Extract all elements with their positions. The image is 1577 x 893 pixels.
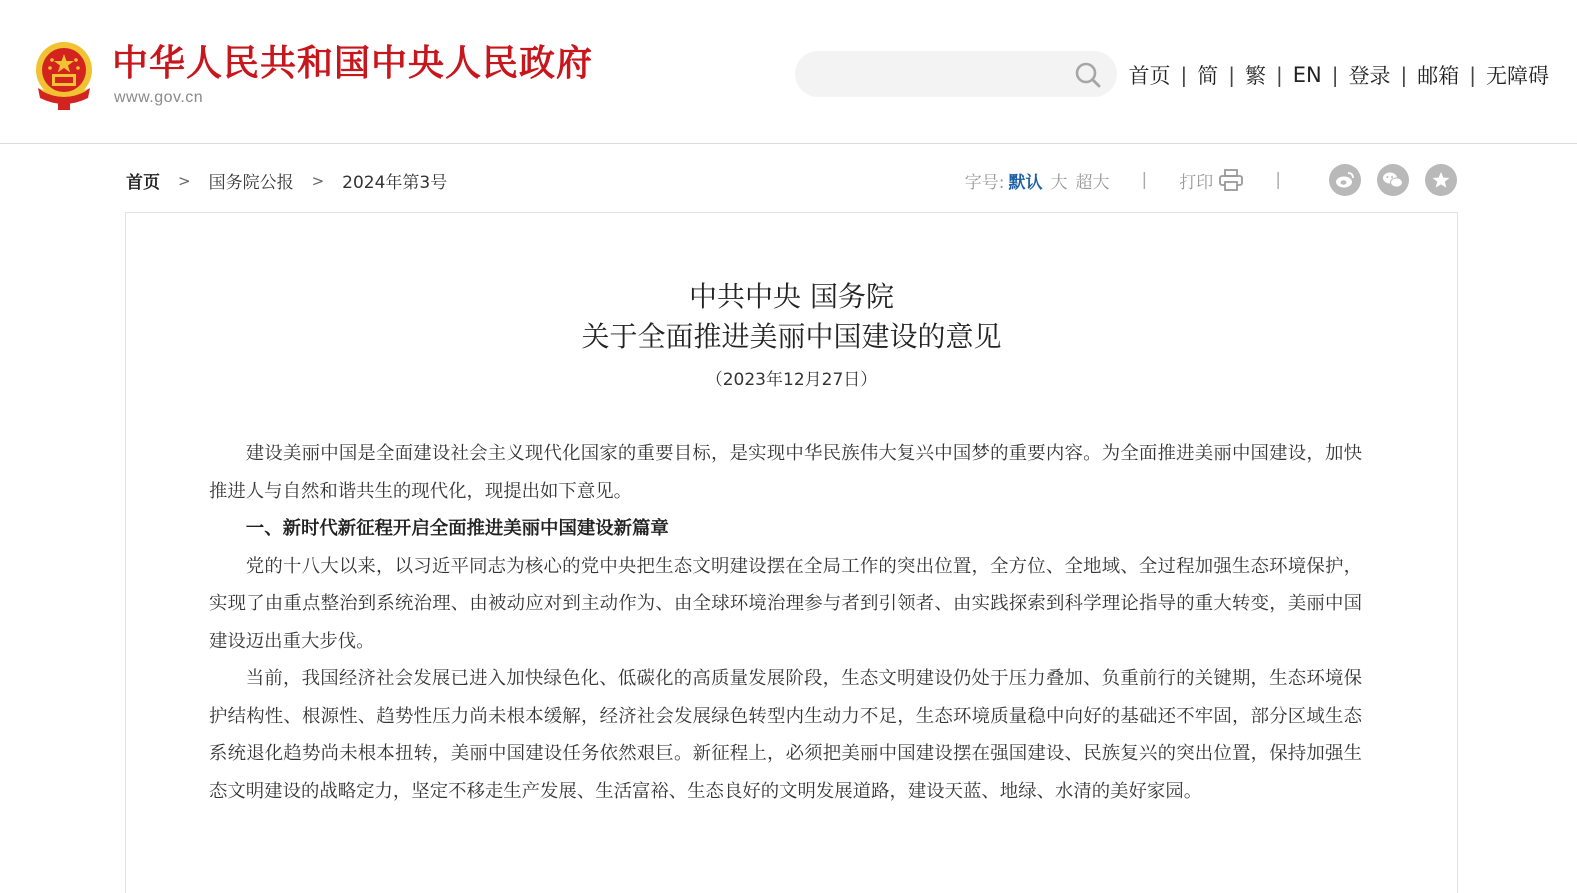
article-date: （2023年12月27日） [705,370,878,390]
article-paragraph: 党的十八大以来，以习近平同志为核心的党中央把生态文明建设摆在全局工作的突出位置，全方位、全地域、全过程加强生态环境保护，实现了由重点整治到系统治理、由被动应对到主动作为、由全球环境治理参与者到引领者、由实践探索到科学理论指导的重大转变，美丽中国建设迈出重大步伐。 [209,555,1362,652]
breadcrumb-gazette[interactable]: 国务院公报 [208,173,294,193]
search-input[interactable] [813,59,1077,91]
article-section-heading: 一、新时代新征程开启全面推进美丽中国建设新篇章 [245,518,669,539]
nav-mail-link[interactable]: 邮箱 [1417,64,1460,88]
national-emblem-icon[interactable] [30,40,98,112]
chevron-right-icon: > [311,171,325,190]
nav-traditional-link[interactable]: 繁 [1245,64,1267,88]
article-container [125,212,1458,893]
nav-home-link[interactable]: 首页 [1128,64,1171,88]
nav-separator: | [1469,63,1476,87]
article-body [209,435,1362,810]
article-tools [965,164,1457,196]
print-button[interactable] [1179,168,1243,193]
nav-simplified-link[interactable]: 简 [1197,64,1219,88]
nav-login-link[interactable]: 登录 [1348,64,1391,88]
nav-english-link[interactable]: EN [1292,63,1322,87]
nav-separator: | [1228,63,1236,87]
breadcrumb [126,168,447,193]
print-label: 打印 [1179,172,1214,193]
chevron-right-icon: > [178,171,191,190]
breadcrumb-bar [0,144,1577,212]
nav-separator: | [1400,63,1408,87]
weibo-icon[interactable] [1329,164,1361,196]
search-box [795,51,1117,97]
breadcrumb-issue[interactable]: 2024年第3号 [342,173,448,193]
tools-separator: | [1275,170,1281,190]
wechat-icon[interactable] [1377,164,1409,196]
nav-separator: | [1180,63,1188,87]
site-url[interactable]: www.gov.cn [114,89,204,106]
search-icon[interactable] [1073,60,1103,90]
font-size-label: 字号: [964,172,1005,193]
top-nav [1129,60,1549,90]
nav-separator: | [1331,63,1339,87]
article-paragraph: 建设美丽中国是全面建设社会主义现代化国家的重要目标，是实现中华民族伟大复兴中国梦的重要内容。为全面推进美丽中国建设，加快推进人与自然和谐共生的现代化，现提出如下意见。 [209,443,1362,502]
nav-separator: | [1276,63,1283,87]
font-size-large[interactable]: 大 [1050,172,1068,193]
article-paragraph: 当前，我国经济社会发展已进入加快绿色化、低碳化的高质量发展阶段，生态文明建设仍处于压力叠加、负重前行的关键期，生态环境保护结构性、根源性、趋势性压力尚未根本缓解，经济社会发展绿色转型内生动力不足，生态环境质量稳中向好的基础还不牢固，部分区域生态系统退化趋势尚未根本扭转，美丽中国建设任务依然艰巨。新征程上，必须把美丽中国建设摆在强国建设、民族复兴的突出位置，保持加强生态文明建设的战略定力，坚定不移走生产发展、生活富裕、生态良好的文明发展道路，建设天蓝、地绿、水清的美好家园。 [209,668,1362,802]
printer-icon [1219,169,1243,191]
font-size-default[interactable]: 默认 [1008,172,1043,193]
article-title: 关于全面推进美丽中国建设的意见 [581,320,1002,353]
tools-separator: | [1141,170,1148,190]
site-title[interactable]: 中华人民共和国中央人民政府 [112,43,594,84]
site-header [0,0,1577,144]
font-size-xlarge[interactable]: 超大 [1075,172,1110,193]
article-title-issuer: 中共中央 国务院 [689,280,894,313]
favorite-icon[interactable] [1425,164,1457,196]
breadcrumb-home[interactable]: 首页 [126,173,160,193]
nav-accessibility-link[interactable]: 无障碍 [1486,64,1549,88]
